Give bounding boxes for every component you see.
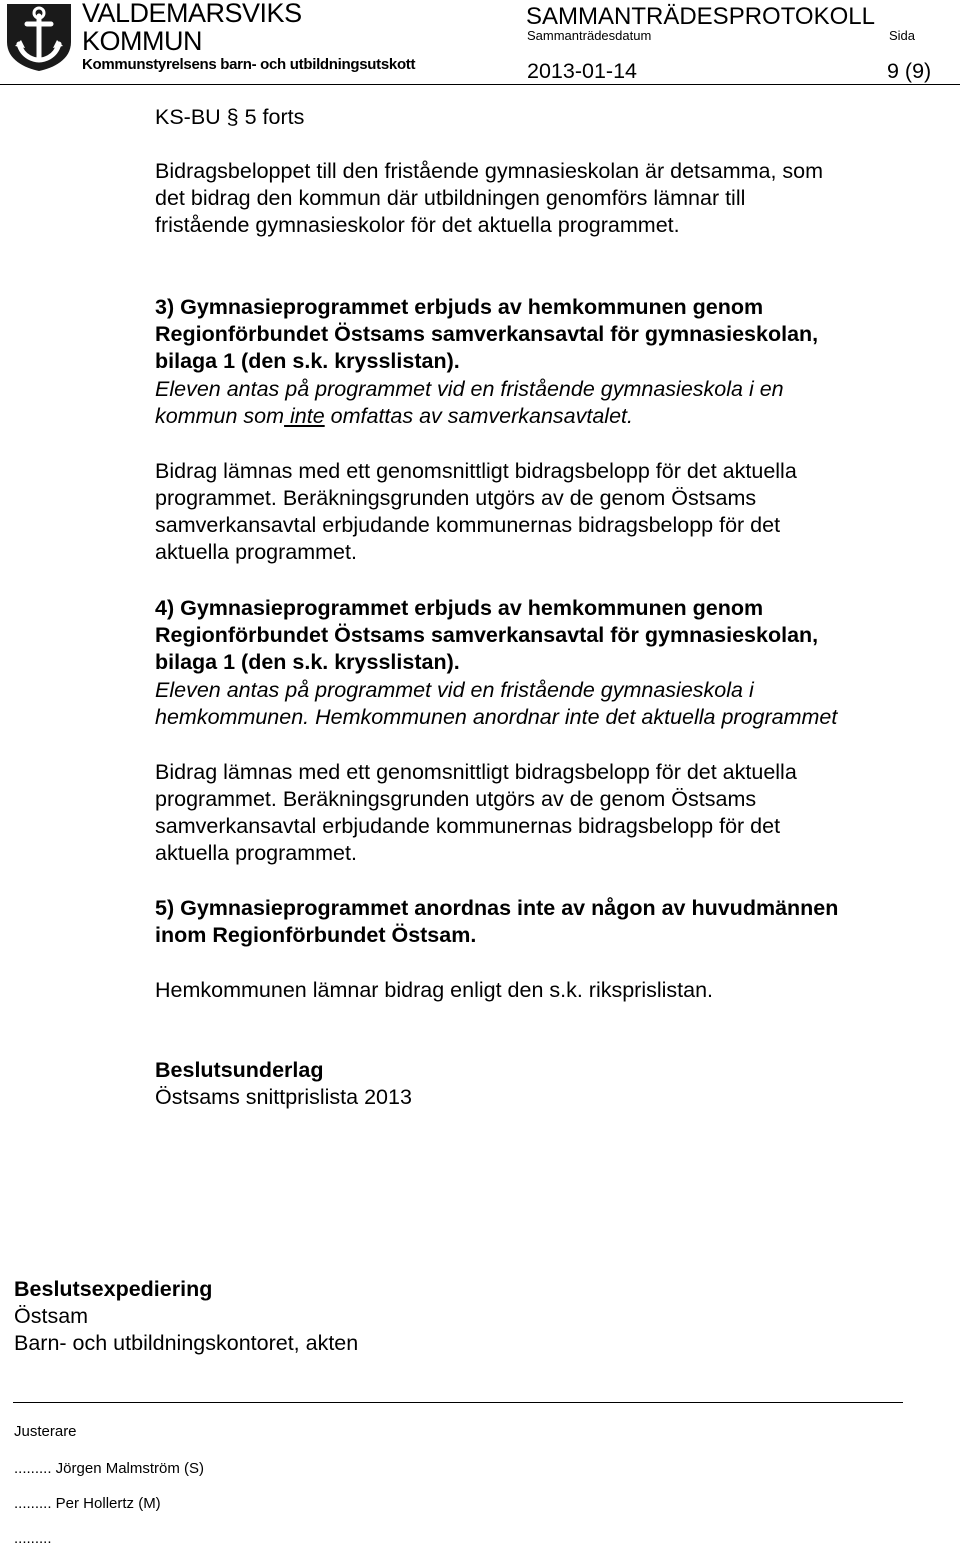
emphasis-inte: inte — [284, 404, 325, 428]
adjuster-label: Justerare — [14, 1423, 77, 1440]
section-reference: KS-BU § 5 forts — [155, 105, 305, 129]
dispatch-heading: Beslutsexpediering — [14, 1277, 213, 1301]
signature-divider — [13, 1402, 903, 1403]
item3-heading-line: bilaga 1 (den s.k. krysslistan). — [155, 349, 460, 373]
item4-body-line: programmet. Beräkningsgrunden utgörs av de genom Östsams — [155, 787, 757, 811]
item3-body-line: Bidrag lämnas med ett genomsnittligt bidragsbelopp för det aktuella — [155, 459, 797, 483]
date-label: Sammanträdesdatum — [527, 28, 652, 43]
dispatch-item: Östsam — [14, 1304, 89, 1328]
item3-body-line: samverkansavtal erbjudande kommunernas bidragsbelopp för det — [155, 513, 781, 537]
meeting-date: 2013-01-14 — [527, 59, 637, 83]
anchor-crest-icon — [5, 2, 73, 72]
header-divider — [0, 84, 960, 85]
dispatch-item: Barn- och utbildningskontoret, akten — [14, 1331, 359, 1355]
item3-italic-part: kommun som — [155, 404, 285, 428]
item4-heading-line: 4) Gymnasieprogrammet erbjuds av hemkommunen genom — [155, 596, 764, 620]
paragraph-line: Bidragsbeloppet till den fristående gymnasieskolan är detsamma, som — [155, 159, 824, 183]
item4-heading-line: Regionförbundet Östsams samverkansavtal för gymnasieskolan, — [155, 623, 819, 647]
item3-heading-line: 3) Gymnasieprogrammet erbjuds av hemkommunen genom — [155, 295, 764, 319]
org-unit: Kommunstyrelsens barn- och utbildningsutskott — [82, 56, 416, 73]
basis-text: Östsams snittprislista 2013 — [155, 1085, 412, 1109]
item3-heading-line: Regionförbundet Östsams samverkansavtal för gymnasieskolan, — [155, 322, 819, 346]
basis-heading: Beslutsunderlag — [155, 1058, 324, 1082]
item3-italic-part: omfattas av samverkansavtalet. — [324, 404, 633, 428]
item4-body-line: aktuella programmet. — [155, 841, 357, 865]
item5-heading-line: inom Regionförbundet Östsam. — [155, 923, 477, 947]
document-type: SAMMANTRÄDESPROTOKOLL — [526, 3, 875, 30]
item3-body-line: aktuella programmet. — [155, 540, 357, 564]
page-label: Sida — [889, 28, 916, 43]
signer-line: ......... Per Hollertz (M) — [14, 1495, 161, 1512]
item5-heading-line: 5) Gymnasieprogrammet anordnas inte av någon av huvudmännen — [155, 896, 839, 920]
signer-line: ......... Jörgen Malmström (S) — [14, 1460, 205, 1477]
item4-body-line: Bidrag lämnas med ett genomsnittligt bidragsbelopp för det aktuella — [155, 760, 797, 784]
item3-italic-line: Eleven antas på programmet vid en fristående gymnasieskola i en — [155, 377, 784, 401]
item5-body: Hemkommunen lämnar bidrag enligt den s.k. riksprislistan. — [155, 978, 714, 1002]
paragraph-line: det bidrag den kommun där utbildningen genomförs lämnar till — [155, 186, 746, 210]
item4-italic-line: hemkommunen. Hemkommunen anordnar inte det aktuella programmet — [155, 705, 838, 729]
item4-body-line: samverkansavtal erbjudande kommunernas bidragsbelopp för det — [155, 814, 781, 838]
page-number: 9 (9) — [887, 59, 932, 83]
item3-body-line: programmet. Beräkningsgrunden utgörs av de genom Östsams — [155, 486, 757, 510]
item4-heading-line: bilaga 1 (den s.k. krysslistan). — [155, 650, 460, 674]
paragraph-line: fristående gymnasieskolor för det aktuella programmet. — [155, 213, 680, 237]
item4-italic-line: Eleven antas på programmet vid en fristående gymnasieskola i — [155, 678, 754, 702]
item3-italic-line — [155, 403, 633, 430]
org-name-line1: VALDEMARSVIKS — [82, 0, 302, 28]
signer-line: ......... — [14, 1530, 52, 1547]
org-name-line2: KOMMUN — [82, 26, 202, 56]
